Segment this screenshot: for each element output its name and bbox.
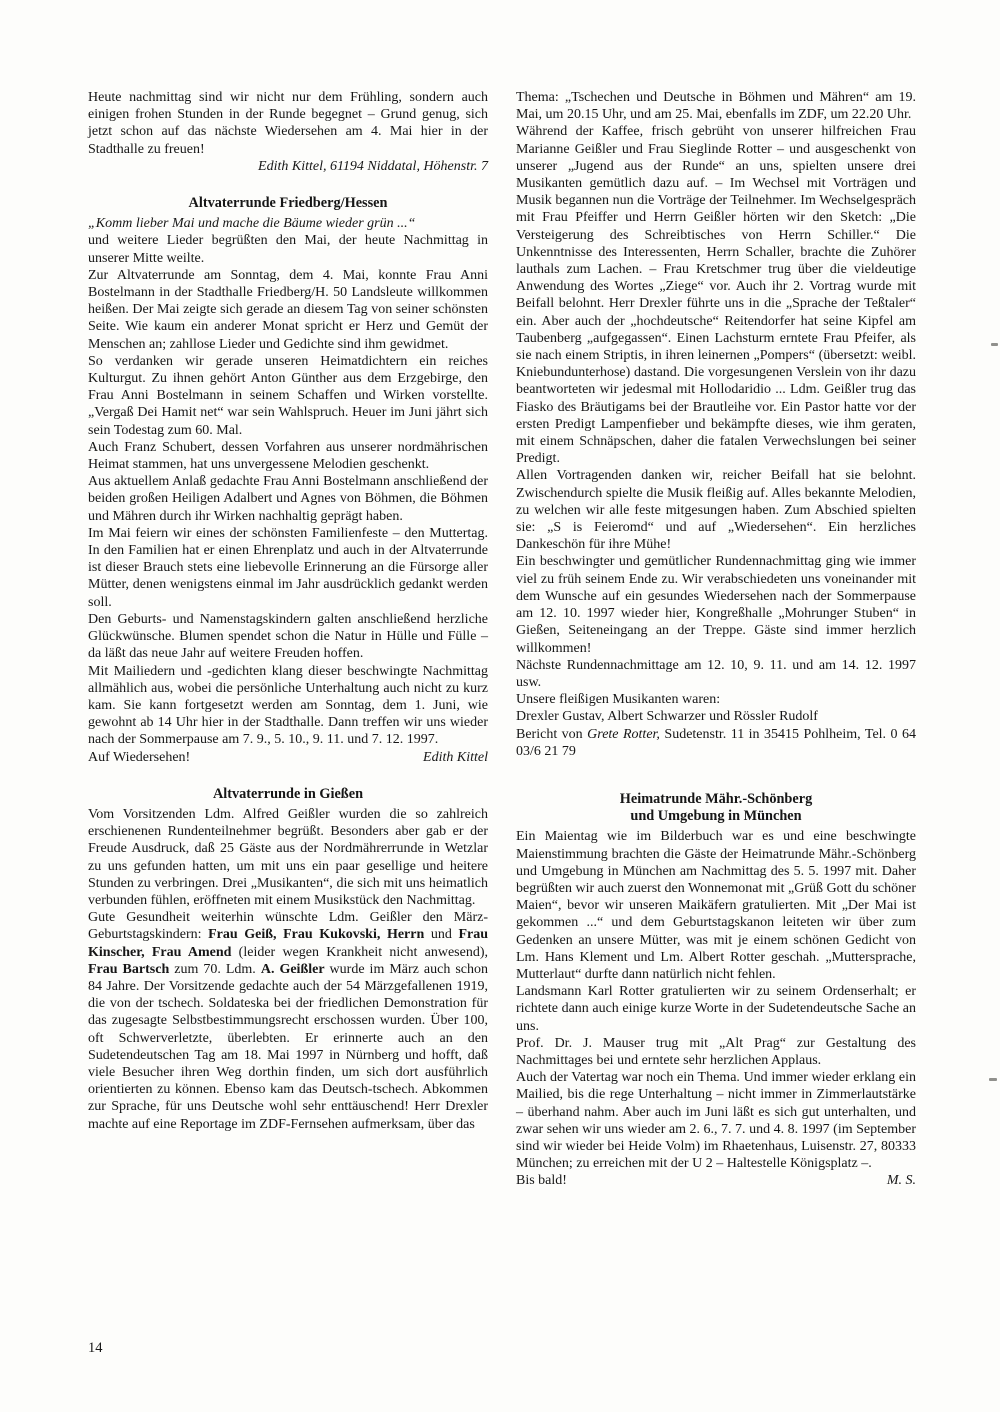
closing-text: Bis bald!: [516, 1173, 567, 1189]
musicians-names: Drexler Gustav, Albert Schwarzer und Rössler Rudolf: [516, 709, 818, 725]
friedberg-quote-line: [88, 215, 488, 232]
section-heading-friedberg: Altvaterrunde Friedberg/Hessen: [188, 195, 388, 212]
muenchen-closing-line: [516, 1172, 916, 1189]
muenchen-paragraph: Auch der Vatertag war noch ein Thema. Und immer wieder erklang ein Mailied, bis die rege Unterhaltung – nicht immer in Zimmerlautstärke – überhand nahm. Aber auch im Juni läßt es sich gut unterhalten, und zwar sehen wir uns wieder am 2. 6., 7. 7. und 4. 8. 1997 (im September sind wir wieder bei Heide Volm) im Rhaetenhaus, Luisenstr. 27, 80333 München; zu erreichen mit der U 2 – Haltestelle Königsplatz –.: [516, 1070, 916, 1172]
friedberg-paragraph: Mit Mailiedern und -gedichten klang dieser beschwingte Nachmittag allmählich aus, wobei die persönliche Unterhaltung auch nicht zu kurz kam. Sie kann fortgesetzt werden am Sonntag, dem 1. Juni, wie gewohnt ab 14 Uhr hier in der Stadthalle. Dann treffen wir uns wieder nach der Sommerpause am 7. 9., 5. 10., 9. 11. und 7. 12. 1997.: [88, 663, 488, 748]
report-prefix: Bericht von: [516, 726, 588, 742]
friedberg-paragraph: Auch Franz Schubert, dessen Vorfahren aus unserer nordmährischen Heimat stammen, hat uns unvergessene Melodien geschenkt.: [88, 439, 488, 473]
giessen-birthday-paragraph: [88, 909, 488, 1133]
friedberg-closing-line: [88, 749, 488, 766]
friedberg-quote-continuation: und weitere Lieder begrüßten den Mai, der heute Nachmittag in unserer Mitte weilte.: [88, 233, 488, 266]
bold-name-segment: A. Geißler: [260, 961, 325, 977]
report-suffix: Sudetenstr. 11 in 35415 Pohlheim, Tel. 0 64 03/6 21 79: [516, 726, 916, 759]
left-column: [88, 89, 488, 1190]
intro-signature: Edith Kittel, 61194 Niddatal, Höhenstr. 7: [258, 158, 488, 174]
friedberg-paragraph: Im Mai feiern wir eines der schönsten Familienfeste – den Muttertag. In den Familien hat er einen Ehrenplatz und auch in der Altvaterrunde ist dieser Brauch stets eine liebevolle Erinnerung an die Fürsorge aller Mütter, denen wenigstens einmal im Jahr ausdrücklich gedankt werden soll.: [88, 525, 488, 610]
closing-signature: Edith Kittel: [423, 749, 488, 765]
text-segment: Gute Gesundheit weiterhin wünschte Ldm. Geißler den März-Geburtstagskindern:: [88, 910, 488, 943]
musicians-label: Unsere fleißigen Musikanten waren:: [516, 692, 721, 708]
friedberg-paragraph: So verdanken wir gerade unseren Heimatdichtern ein reiches Kulturgut. Zu ihnen gehört Anton Günther aus dem Erzgebirge, den Frau Anni Bostelmann in seinem Schaffen und Wirken vorstellte. „Vergaß Dei Hamit net“ war sein Wahlspruch. Heuer im Juni jährt sich sein Todestag zum 60. Mal.: [88, 353, 488, 438]
giessen-continued-paragraph: Thema: „Tschechen und Deutsche in Böhmen und Mähren“ am 19. Mai, um 20.15 Uhr, und am 25. Mai, ebenfalls im ZDF, um 22.20 Uhr.: [516, 90, 916, 123]
text-segment: zum 70. Ldm.: [169, 961, 261, 977]
text-segment: wurde im März auch schon 84 Jahre. Der Vorsitzende gedachte auch der 54 Märzgefallenen 1919, die von der tschech. Soldateska bei der friedlichen Demonstration für das zugesagte Selbstbestimmungsrecht erschossen wurden. Über 100, oft Schwerverletzte, überlebten. Er erinnerte auch an den Sudetendeutschen Tag am 18. Mai 1997 in Nürnberg und hofft, daß viele Besucher ihren Weg dorthin finden, um sich dort ausführlich orientierten zu können. Ebenso kam das Deutsch-tschech. Abkommen zur Sprache, für uns Deutsche wohl sehr enttäuschend! Herr Drexler machte auf eine Reportage im ZDF-Fernsehen aufmerksam, über das: [88, 961, 488, 1132]
intro-paragraph: Heute nachmittag sind wir nicht nur dem Frühling, sondern auch einigen frohen Stunden in der Runde begegnet – Grund genug, sich jetzt schon auf das nächste Wiedersehen am 4. Mai hier in der Stadthalle zu freuen!: [88, 90, 488, 157]
giessen-paragraph: Vom Vorsitzenden Ldm. Alfred Geißler wurden die so zahlreich erschienenen Rundenteilnehmer begrüßt. Besonders aber gab er der Freude Ausdruck, daß 25 Gäste aus der Nordmährerrunde in Wetzlar zu uns gefunden hatten, um mit uns ein paar gesellige und heitere Stunden zu verbringen. Drei „Musikanten“, die sich mit uns heimatlich verbunden fühlen, eröffneten mit einem Musikstück den Nachmittag.: [88, 806, 488, 908]
friedberg-paragraph: Zur Altvaterrunde am Sonntag, dem 4. Mai, konnte Frau Anni Bostelmann in der Stadthalle Friedberg/H. 50 Landsleute willkommen heißen. Der Mai zeigte sich gerade an diesem Tag von seiner schönsten Seite. Wie kaum ein anderer Monat spricht er Herz und Gemüt der Menschen an; zahllose Lieder und Gedichte sind ihm gewidmet.: [88, 267, 488, 352]
muenchen-paragraph: Prof. Dr. J. Mauser trug mit „Alt Prag“ zur Gestaltung des Nachmittages bei und erntete sehr herzlichen Applaus.: [516, 1035, 916, 1068]
bold-name-segment: Frau Bartsch: [88, 961, 170, 977]
report-credit-line: [516, 726, 916, 760]
text-segment: (leider wegen Krankheit nicht anwesend),: [231, 944, 488, 960]
giessen-continued-paragraph: Nächste Rundennachmittage am 12. 10, 9. 11. und am 14. 12. 1997 usw.: [516, 657, 916, 690]
heading-line: Heimatrunde Mähr.-Schönberg: [619, 790, 813, 807]
muenchen-paragraph: Landsmann Karl Rotter gratulierten wir zu seinem Ordenserhalt; er richtete dann auch einige kurze Worte in der Sudetendeutsche Sache an uns.: [516, 984, 916, 1034]
page-number: 14: [88, 1340, 103, 1356]
giessen-continued-paragraph: Während der Kaffee, frisch gebrüht von unserer hilfreichen Frau Marianne Geißler und Frau Sieglinde Rotter – und ausgeschenkt von unserer „Jugend aus der Runde“ an uns, spielten unsere drei Musikanten gemütlich dazu auf. – Im Wechsel mit Vorträgen und Musik begannen nun die Vorträge der Teilnehmer. Im Wechselgespräch mit Frau Pfeiffer und Herrn Geißler hörten wir den Sketch: „Die Versteigerung des Schreibtisches von Herrn Schiller.“ Die Unkenntnisse des Interessenten, Herrn Schaller, brachte die Zuhörer lauthals zum Lachen. – Frau Kretschmer trug über die vieldeutige Anwendung des Wortes „Ziege“ vor. Auch ihr 2. Vortrag wurde mit Beifall belohnt. Herr Drexler führte uns in die „Sprache der Teßtaler“ ein. Aber auch der „hochdeutsche“ Reitendorfer hat seine Kipfel am Taubenberg „aufgegassen“. Einen Lachsturm erntete Frau Pfeifer, als sie nach einem Striptis, in ihren leinernen „Pompers“ (übersetzt: weibl. Kniebundunterhose) dastand. Die vorgesungenen Verslein von ihr dazu beantworteten wir jedesmal mit Hollodaridio ... Ldm. Geißler trug das Fiasko des Bräutigams bei der Brautleihe vor. Ein Pastor hatte vor der ersten Predigt Lampenfieber und bekämpfte dieses, wie ihm geraten, mit einem Schnäpschen, daher die fatalen Verwechslungen bei seiner Predigt.: [516, 124, 916, 467]
giessen-continued-paragraph: Ein beschwingter und gemütlicher Rundennachmittag ging wie immer viel zu früh seinem Ende zu. Wir verabschiedeten uns voneinander mit dem Wunsche auf ein gesundes Wiedersehen nach der Sommerpause am 12. 10. 1997 wieder hier, Kongreßhalle „Mohrunger Stuben“ in Gießen, Seiteneingang an der Treppe. Gäste sind immer herzlich willkommen!: [516, 554, 916, 656]
friedberg-paragraph: Aus aktuellem Anlaß gedachte Frau Anni Bostelmann anschließend der beiden großen Heiligen Adalbert und Agnes von Böhmen, die Böhmen und Mähren durch ihr Wirken nachhaltig geprägt haben.: [88, 474, 488, 524]
report-author: Grete Rotter,: [587, 726, 660, 742]
closing-signature: M. S.: [886, 1173, 916, 1189]
right-column: [516, 89, 916, 1190]
text-columns: [88, 89, 917, 1190]
giessen-continued-paragraph: Allen Vortragenden danken wir, reicher Beifall hat sie belohnt. Zwischendurch spielte die Musik fleißig auf. Alles bekannte Melodien, zu welchen wir alle feste mitgesungen haben. Zum Abschied spielten sie: „S is Feieromd“ und auf „Wiedersehen“. Ein herzliches Dankeschön für ihre Mühe!: [516, 468, 916, 553]
heading-line: und Umgebung in München: [630, 808, 802, 825]
bold-name-segment: Frau Kinscher, Frau Amend: [88, 927, 489, 960]
song-quote: „Komm lieber Mai und mache die Bäume wieder grün ...“: [88, 216, 416, 232]
muenchen-paragraph: Ein Maientag wie im Bilderbuch war es und eine beschwingte Maienstimmung brachten die Gäste der Heimatrunde Mähr.-Schönberg und Umgebung in München am Nachmittag des 5. 5. 1997 mit. Daher begrüßten wir auch zuerst den Wonnemonat mit „Grüß Gott du schöner Maien“, bevor wir unseren Maikäfern gratulierten. Mit „Der Mai ist gekommen ...“ und dem Geburtstagskanon leiteten wir über zum Gedenken an unsere Mütter, was mit je einem schönen Gedicht von Lm. Hans Klement und Lm. Albert Rotter geschah. „Muttersprache, Mutterlaut“ durfte dann natürlich nicht fehlen.: [516, 829, 916, 982]
bold-name-segment: Frau Geiß, Frau Kukovski, Herrn: [208, 927, 425, 943]
scan-artifact: [991, 343, 998, 346]
closing-text: Auf Wiedersehen!: [88, 749, 191, 765]
section-heading-giessen: Altvaterrunde in Gießen: [212, 785, 364, 802]
section-heading-muenchen: [516, 791, 916, 825]
scan-artifact: [989, 1078, 997, 1081]
friedberg-paragraph: Den Geburts- und Namenstagskindern galten anschließend herzliche Glückwünsche. Blumen spendet schon die Natur in Hülle und Fülle – da läßt das neue Jahr auf weitere Freuden hoffen.: [88, 611, 488, 662]
text-segment: und: [424, 927, 459, 943]
